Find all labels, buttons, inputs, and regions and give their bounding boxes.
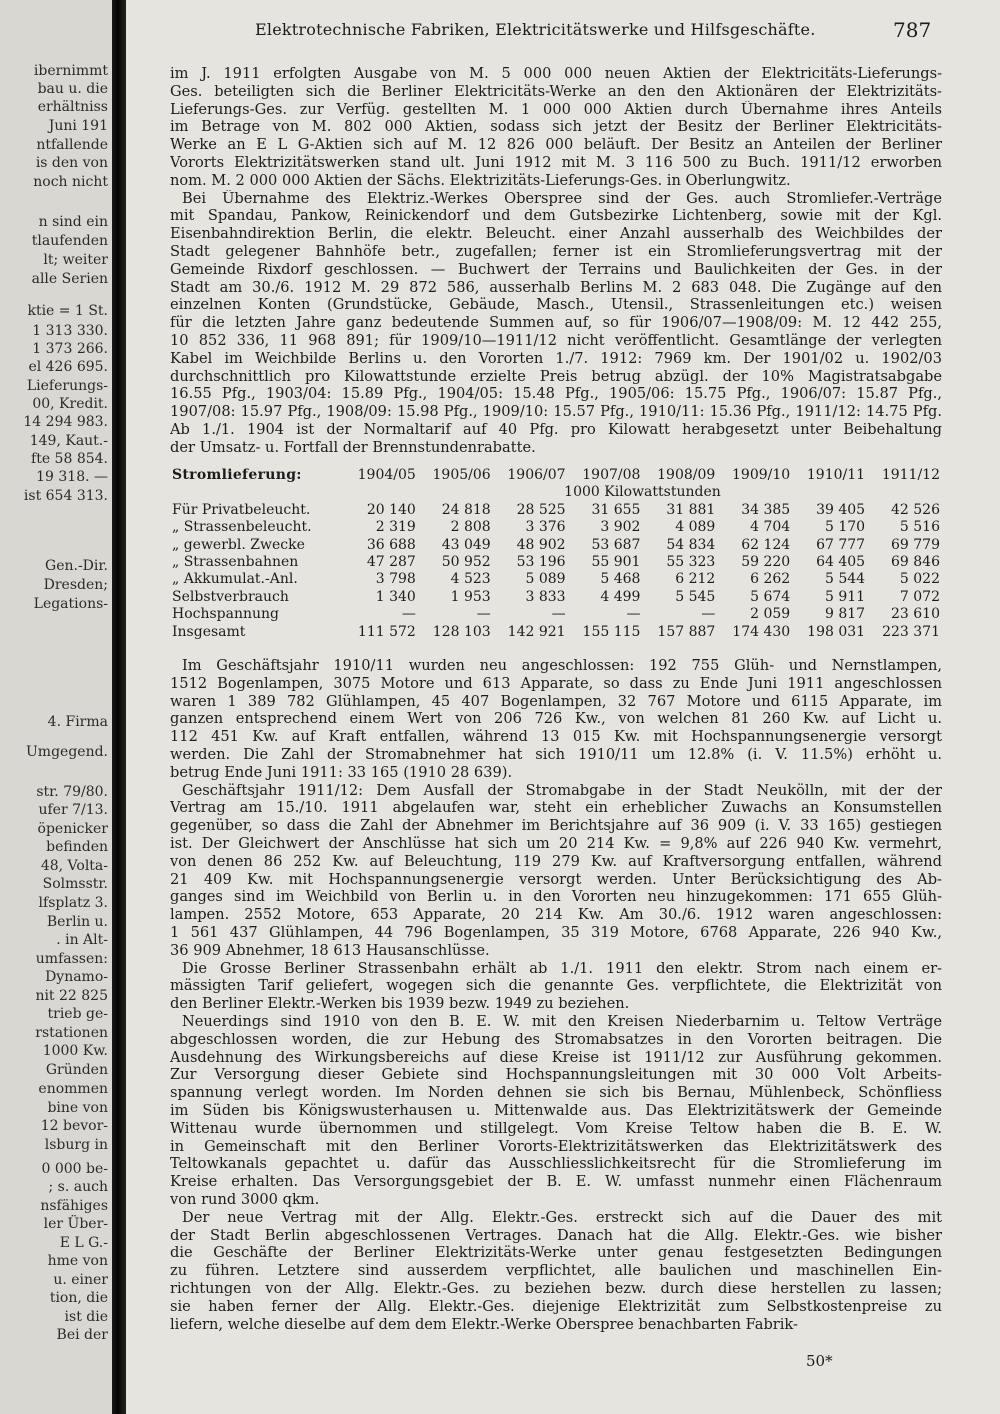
paragraph-7-line: die Geschäfte der Berliner Elektrizitäts-Werke unter genau festgesetzten Bedingungen: [170, 1244, 942, 1262]
left-page-line: umfassen:: [35, 951, 108, 967]
paragraph-2-line: Gemeinde Rixdorf geschlossen. — Buchwert der Terrains und Baulichkeiten der Ges. in der: [170, 260, 942, 278]
table-cell: 55 901: [591, 554, 641, 571]
left-page-line: 12 bevor-: [40, 1118, 108, 1134]
table-row: [170, 554, 942, 571]
paragraph-1-line: nom. M. 2 000 000 Aktien der Sächs. Elektrizitäts-Lieferungs-Ges. in Oberlungwitz.: [170, 171, 791, 189]
year-header: 1907/08: [582, 467, 641, 483]
table-cell: 5 911: [824, 588, 866, 605]
left-page-line: 4. Firma: [47, 714, 108, 730]
left-page-line: befinden: [46, 839, 108, 855]
left-page-line: Solmsstr.: [42, 876, 108, 892]
paragraph-4-line: lampen. 2552 Motore, 653 Apparate, 20 214 Kw. Am 30./6. 1912 waren angeschlossen:: [170, 906, 942, 924]
left-page-line: 14 294 983.: [23, 414, 108, 430]
table-cell: 23 610: [891, 606, 940, 623]
paragraph-2-line: Stadt am 30./6. 1912 M. 29 872 586, ausserhalb Berlins M. 2 683 048. Die Zugänge auf den: [170, 278, 942, 296]
table-cell: 54 834: [666, 536, 716, 553]
left-page-line: el 426 695.: [28, 359, 108, 375]
left-page-line: trieb ge-: [47, 1006, 108, 1022]
paragraph-6-line: Kreise erhalten. Das Versorgungsgebiet der B. E. W. umfasst nunmehr einen Flächenraum: [170, 1173, 942, 1191]
table-cell: 4 704: [750, 519, 791, 536]
year-header: 1911/12: [881, 467, 940, 483]
table-cell: 3 798: [375, 571, 416, 588]
row-label: Hochspannung: [172, 606, 280, 623]
row-label: „ Akkumulat.-Anl.: [172, 571, 298, 588]
table-cell: 31 655: [591, 501, 641, 518]
table-cell: 28 525: [516, 501, 566, 518]
paragraph-5-line: mässigten Tarif geliefert, wogegen sich die genannte Ges. verpflichtete, die Elektrizität von: [170, 977, 942, 995]
paragraph-6-line: Wittenau wurde übernommen und stillgelegt. Vom Kreise Teltow haben die B. E. W.: [170, 1119, 942, 1137]
paragraph-6-line: von rund 3000 qkm.: [170, 1191, 320, 1208]
paragraph-2-line: durchschnittlich pro Kilowattstunde erzielte Preis betrug abzügl. der 10% Magistratsabgabe: [170, 367, 942, 385]
table-row: [170, 589, 942, 606]
year-header: 1904/05: [357, 467, 416, 483]
table-cell: 3 902: [600, 519, 641, 536]
table-cell: 39 405: [816, 501, 866, 518]
paragraph-4-line: Geschäftsjahr 1911/12: Dem Ausfall der Stromabgabe in der Stadt Neukölln, mit der der: [182, 781, 942, 799]
table-cell: 24 818: [441, 501, 491, 518]
table-cell: 198 031: [807, 623, 866, 640]
row-label: Selbstverbrauch: [172, 588, 289, 605]
paragraph-4-line: 1 561 437 Glühlampen, 44 796 Bogenlampen, 35 319 Motore, 6768 Apparate, 226 940 Kw.,: [170, 924, 942, 941]
table-cell: 5 545: [675, 588, 716, 605]
left-page-line: lfsplatz 3.: [38, 895, 108, 911]
paragraph-7-line: richtungen von der Allg. Elektr.-Ges. zu beziehen bezw. durch diese herstellen zu lassen;: [170, 1280, 942, 1297]
book-gutter: [112, 0, 126, 1414]
left-page-line: ler Über-: [43, 1216, 108, 1232]
left-page-line: alle Serien: [31, 271, 108, 287]
paragraph-4-line: ist. Der Gleichwert der Anschlüsse hat sich um 20 214 Kw. = 9,8% auf 226 940 Kw. vermehrt,: [170, 835, 942, 852]
table-cell: 42 526: [891, 501, 940, 518]
row-label: Für Privatbeleucht.: [172, 501, 311, 518]
paragraph-4-line: von denen 86 252 Kw. auf Beleuchtung, 119 279 Kw. auf Kraftversorgung entfallen, während: [170, 852, 942, 870]
paragraph-4-line: 21 409 Kw. mit Hochspannungsenergie versorgt werden. Unter Berücksichtigung des Ab-: [170, 870, 942, 888]
left-page-line: str. 79/80.: [36, 784, 108, 800]
table-title: Stromlieferung:: [172, 467, 302, 483]
left-page-line: Dynamo-: [45, 969, 108, 985]
table-cell: 6 262: [750, 571, 791, 588]
paragraph-1-line: Werke an E L G-Aktien sich auf M. 12 826 000 beläuft. Der Besitz an Anteilen der Berliner: [170, 136, 942, 154]
paragraph-3-line: 1512 Bogenlampen, 3075 Motore und 613 Apparate, so dass zu Ende Juni 1911 angeschlossen: [170, 674, 942, 692]
table-cell: 67 777: [816, 536, 866, 553]
year-header: 1905/06: [432, 467, 491, 483]
table-cell: 59 220: [741, 554, 791, 571]
table-cell: 62 124: [741, 536, 791, 553]
left-page-line: Berlin u.: [46, 914, 108, 930]
table-cell: —: [701, 606, 716, 623]
paragraph-2-line: 10 852 336, 11 968 891; für 1909/10—1911/12 nicht veröffentlicht. Gesamtlänge der verlegten: [170, 332, 942, 349]
table-cell: 5 468: [600, 571, 641, 588]
table-cell: 53 196: [516, 554, 566, 571]
left-page-line: erhältniss: [37, 99, 108, 115]
left-page-line: tlaufenden: [31, 233, 108, 249]
page-number: 787: [893, 18, 932, 42]
left-page-line: 1 313 330.: [32, 323, 108, 339]
paragraph-3-line: werden. Die Zahl der Stromabnehmer hat sich 1910/11 um 12.8% (i. V. 11.5%) erhöht u.: [170, 746, 942, 763]
paragraph-6-line: im Süden bis Königswusterhausen u. Mittenwalde aus. Das Elektrizitätswerk der Gemeinde: [170, 1102, 942, 1119]
paragraph-2-line: 16.55 Pfg., 1903/04: 15.89 Pfg., 1904/05: 15.48 Pfg., 1905/06: 15.75 Pfg., 1906/07: 15.87 Pfg.,: [170, 385, 942, 403]
paragraph-2-line: Stadt gelegener Bahnhöfe betr., zugefallen; ferner ist ein Stromlieferungsvertrag mit der: [170, 243, 942, 260]
paragraph-6-line: Neuerdings sind 1910 von den B. E. W. mit den Kreisen Niederbarnim u. Teltow Verträge: [182, 1013, 942, 1030]
left-page-line: E L G.-: [59, 1235, 108, 1251]
table-cell: 9 817: [824, 606, 866, 623]
left-page-line: Juni 191: [48, 118, 108, 134]
paragraph-4-line: gegenüber, so dass die Zahl der Abnehmer im Berichtsjahre auf 36 909 (i. V. 33 165) gestiegen: [170, 817, 942, 835]
paragraph-3-line: Im Geschäftsjahr 1910/11 wurden neu angeschlossen: 192 755 Glüh- und Nernstlampen,: [182, 657, 942, 674]
year-header: 1908/09: [657, 467, 716, 483]
left-page-line: 19 318. —: [36, 469, 108, 485]
table-body: [170, 502, 942, 641]
left-page-line: öpenicker: [37, 821, 108, 837]
table-cell: 34 385: [741, 501, 791, 518]
paragraph-7-line: sie haben ferner der Allg. Elektr.-Ges. diejenige Elektrizität zum Selbstkostenpreise zu: [170, 1297, 942, 1315]
table-cell: 5 544: [824, 571, 866, 588]
left-page-line: fte 58 854.: [31, 451, 108, 467]
table-cell: 4 499: [600, 588, 641, 605]
table-header-row: [170, 467, 942, 484]
paragraph-2-line: 1907/08: 15.97 Pfg., 1908/09: 15.98 Pfg., 1909/10: 15.57 Pfg., 1910/11: 15.36 Pfg., 1911/12: 14.75 Pfg.: [170, 403, 942, 421]
table-row: [170, 571, 942, 588]
paragraph-2-line: mit Spandau, Pankow, Reinickendorf und dem Gutsbezirke Lichtenberg, sowie mit der Kgl.: [170, 207, 942, 225]
left-page-line: 1000 Kw.: [42, 1043, 108, 1059]
left-page-line: bau u. die: [37, 81, 108, 97]
paragraph-1-line: im Betrage von M. 802 000 Aktien, sodass sich jetzt der Besitz der Berliner Elektricitäts-: [170, 118, 942, 136]
paragraph-6-line: Teltowkanals gepachtet u. dafür das Ausschliesslichkeitsrecht für die Stromlieferung im: [170, 1155, 942, 1173]
left-page-line: noch nicht: [33, 174, 108, 190]
table-cell: —: [551, 606, 566, 623]
table-cell: 64 405: [816, 554, 866, 571]
table-cell: 111 572: [357, 623, 416, 640]
left-page-line: rstationen: [35, 1025, 108, 1041]
paragraph-7-line: zu führen. Letztere sind ausserdem verpflichtet, alle baulichen und maschinellen Ein-: [170, 1262, 942, 1280]
table-cell: 2 808: [450, 519, 491, 536]
table-cell: 50 952: [441, 554, 491, 571]
left-page-line: n sind ein: [38, 214, 108, 230]
left-page-line: 00, Kredit.: [32, 396, 108, 412]
table-cell: 155 115: [582, 623, 641, 640]
table-cell: 5 022: [899, 571, 940, 588]
table-cell: 31 881: [666, 501, 716, 518]
paragraph-5-line: den Berliner Elektr.-Werken bis 1939 bezw. 1949 zu beziehen.: [170, 995, 630, 1013]
table-cell: 5 516: [899, 519, 940, 536]
table-cell: 6 212: [675, 571, 716, 588]
running-header: Elektrotechnische Fabriken, Elektricitätswerke und Hilfsgeschäfte.: [255, 20, 816, 39]
left-page-line: ufer 7/13.: [38, 802, 108, 818]
paragraph-4-line: ganges sind im Weichbild von Berlin u. in den Vororten neu hinzugekommen: 171 655 Glüh-: [170, 888, 942, 906]
paragraph-1-line: im J. 1911 erfolgten Ausgabe von M. 5 000 000 neuen Aktien der Elektricitäts-Lieferungs-: [170, 65, 942, 82]
left-page-line: Bei der: [56, 1327, 108, 1343]
row-label: Insgesamt: [172, 623, 246, 640]
table-cell: 7 072: [899, 588, 940, 605]
table-cell: 4 089: [675, 519, 716, 536]
table-cell: 3 376: [525, 519, 566, 536]
paragraph-3-line: waren 1 389 782 Glühlampen, 45 407 Bogenlampen, 32 767 Motore und 6115 Apparate, im: [170, 692, 942, 710]
paragraph-1-line: Ges. beteiligten sich die Berliner Elektricitäts-Werke an den den Aktionären der Elektrizitäts-: [170, 82, 942, 100]
left-page-line: 0 000 be-: [41, 1161, 108, 1177]
paragraph-6-line: in Gemeinschaft mit den Berliner Vororts-Elektrizitätswerken das Elektrizitätswerk des: [170, 1137, 942, 1155]
row-label: „ Strassenbeleucht.: [172, 519, 312, 536]
left-page-line: . in Alt-: [56, 932, 108, 948]
table-cell: 5 089: [525, 571, 566, 588]
table-cell: 69 846: [891, 554, 940, 571]
left-page-line: is den von: [35, 155, 108, 171]
paragraph-6-line: Ausdehnung des Wirkungsbereichs auf diese Kreise ist 1911/12 zur Ausführung gekommen.: [170, 1048, 942, 1066]
table-cell: 3 833: [525, 588, 566, 605]
left-page-line: lsburg in: [44, 1137, 108, 1153]
table-row: [170, 502, 942, 519]
left-page-line: 149, Kaut.-: [29, 433, 108, 449]
table-cell: —: [401, 606, 416, 623]
paragraph-7-line: Der neue Vertrag mit der Allg. Elektr.-Ges. erstreckt sich auf die Dauer des mit: [182, 1208, 942, 1226]
row-label: „ gewerbl. Zwecke: [172, 536, 305, 553]
paragraph-2-line: Bei Übernahme des Elektriz.-Werkes Oberspree sind der Ges. auch Stromliefer.-Verträge: [182, 189, 942, 207]
left-page-line: Legations-: [33, 596, 108, 612]
paragraph-2-line: einzelnen Konten (Grundstücke, Gebäude, Masch., Utensil., Strassenleitungen etc.) weisen: [170, 296, 942, 314]
table-cell: 1 340: [375, 588, 416, 605]
left-page-line: nit 22 825: [35, 988, 108, 1004]
left-page-line: ist 654 313.: [23, 488, 108, 504]
paragraph-6-line: Zur Versorgung dieser Gebiete sind Hochspannungsleitungen mit 30 000 Volt Arbeits-: [170, 1066, 942, 1084]
table-cell: 5 674: [750, 588, 791, 605]
left-page-line: ibernimmt: [33, 63, 108, 79]
left-page-line: 48, Volta-: [40, 858, 108, 874]
paragraph-4-line: 36 909 Abnehmer, 18 613 Hausanschlüsse.: [170, 941, 490, 959]
row-label: „ Strassenbahnen: [172, 554, 299, 571]
paragraph-2-line: der Umsatz- u. Fortfall der Brennstundenrabatte.: [170, 438, 536, 456]
table-cell: 47 287: [366, 554, 416, 571]
year-header: 1910/11: [806, 467, 866, 483]
left-page-line: nsfähiges: [40, 1198, 108, 1214]
left-page-fragment: [0, 0, 112, 1414]
table-unit: 1000 Kilowattstunden: [564, 484, 721, 501]
sheet-signature: 50*: [806, 1352, 833, 1370]
table-cell: 69 779: [891, 536, 940, 553]
table-unit-row: [170, 484, 942, 501]
paragraph-6-line: abgeschlossen worden, die zur Hebung des Stromabsatzes in den Vororten beitragen. Die: [170, 1030, 942, 1048]
paragraph-5-line: Die Grosse Berliner Strassenbahn erhält ab 1./1. 1911 den elektr. Strom nach einem er-: [182, 959, 942, 977]
left-page-line: ist die: [64, 1309, 108, 1325]
left-page-line: 1 373 266.: [32, 341, 108, 357]
stromlieferung-table: [170, 467, 942, 641]
table-cell: 157 887: [657, 623, 716, 640]
table-cell: 4 523: [450, 571, 491, 588]
paragraph-2-line: Eisenbahndirektion Berlin, die elektr. Beleucht. einer Anzahl ausserhalb des Weichbildes der: [170, 225, 942, 243]
left-page-line: Dresden;: [43, 577, 108, 593]
paragraph-4-line: Vertrag am 15./10. 1911 abgelaufen war, steht ein erheblicher Zuwachs an Konsumstellen: [170, 799, 942, 817]
year-header: 1909/10: [732, 467, 791, 483]
table-cell: 48 902: [516, 536, 566, 553]
paragraph-3-line: 112 451 Kw. auf Kraft entfallen, während 13 015 Kw. mit Hochspannungsenergie versorgt: [170, 728, 942, 746]
left-page-line: ; s. auch: [48, 1179, 108, 1195]
table-cell: 142 921: [507, 623, 566, 640]
table-cell: 20 140: [366, 501, 416, 518]
paragraph-6-line: spannung verlegt worden. Im Norden dehnen sie sich bis Bernau, Mühlenbeck, Schönfliess: [170, 1084, 942, 1102]
table-cell: 174 430: [732, 623, 791, 640]
table-cell: 128 103: [432, 623, 491, 640]
table-row: [170, 624, 942, 641]
table-cell: 5 170: [824, 519, 866, 536]
table-cell: 55 323: [666, 554, 716, 571]
table-cell: 36 688: [366, 536, 416, 553]
table-row: [170, 519, 942, 536]
paragraph-3-line: ganzen entsprechend einem Wert von 206 726 Kw., von welchen 81 260 Kw. auf Licht u.: [170, 710, 942, 728]
left-page-line: enommen: [38, 1081, 108, 1097]
left-page-line: hme von: [47, 1253, 108, 1269]
left-page-line: ntfallende: [36, 137, 108, 153]
table-cell: 2 319: [375, 519, 416, 536]
table-cell: 1 953: [450, 588, 491, 605]
left-page-line: Gen.-Dir.: [45, 558, 108, 574]
table-cell: 53 687: [591, 536, 641, 553]
table-cell: 43 049: [441, 536, 491, 553]
left-page-line: tion, die: [49, 1290, 108, 1306]
paragraph-1-line: Vororts Elektrizitätswerken stand ult. Juni 1912 mit M. 3 116 500 zu Buch. 1911/12 erworben: [170, 154, 942, 171]
left-page-line: ktie = 1 St.: [27, 303, 108, 319]
left-page-line: Gründen: [45, 1062, 108, 1078]
left-page-line: bine von: [47, 1100, 108, 1116]
table-row: [170, 606, 942, 623]
table-cell: —: [476, 606, 491, 623]
paragraph-7-line: liefern, welche dieselbe auf dem dem Elektr.-Werke Oberspree benachbarten Fabrik-: [170, 1315, 798, 1333]
left-page-line: Lieferungs-: [26, 378, 108, 394]
left-page-line: lt; weiter: [43, 252, 108, 268]
table-cell: 2 059: [750, 606, 791, 623]
table-cell: —: [626, 606, 641, 623]
paragraph-3-line: betrug Ende Juni 1911: 33 165 (1910 28 639).: [170, 763, 513, 781]
left-page-line: u. einer: [53, 1272, 108, 1288]
table-row: [170, 537, 942, 554]
paragraph-2-line: für die letzten Jahre ganz bedeutende Summen auf, so für 1906/07—1908/09: M. 12 442 255,: [170, 314, 942, 332]
left-page-line: Umgegend.: [26, 744, 108, 760]
paragraph-7-line: der Stadt Berlin abgeschlossenen Vertrages. Danach hat die Allg. Elektr.-Ges. wie bisher: [170, 1226, 942, 1244]
paragraph-2-line: Kabel im Weichbilde Berlins u. den Vororten 1./7. 1912: 7969 km. Der 1901/02 u. 1902/03: [170, 349, 942, 367]
paragraph-2-line: Ab 1./1. 1904 ist der Normaltarif auf 40 Pfg. pro Kilowatt herabgesetzt unter Beibehaltung: [170, 421, 942, 438]
table-cell: 223 371: [882, 623, 940, 640]
paragraph-1-line: Lieferungs-Ges. zur Verfüg. gestellten M. 1 000 000 Aktien durch Übernahme ihres Anteils: [170, 100, 942, 118]
year-header: 1906/07: [507, 467, 566, 483]
